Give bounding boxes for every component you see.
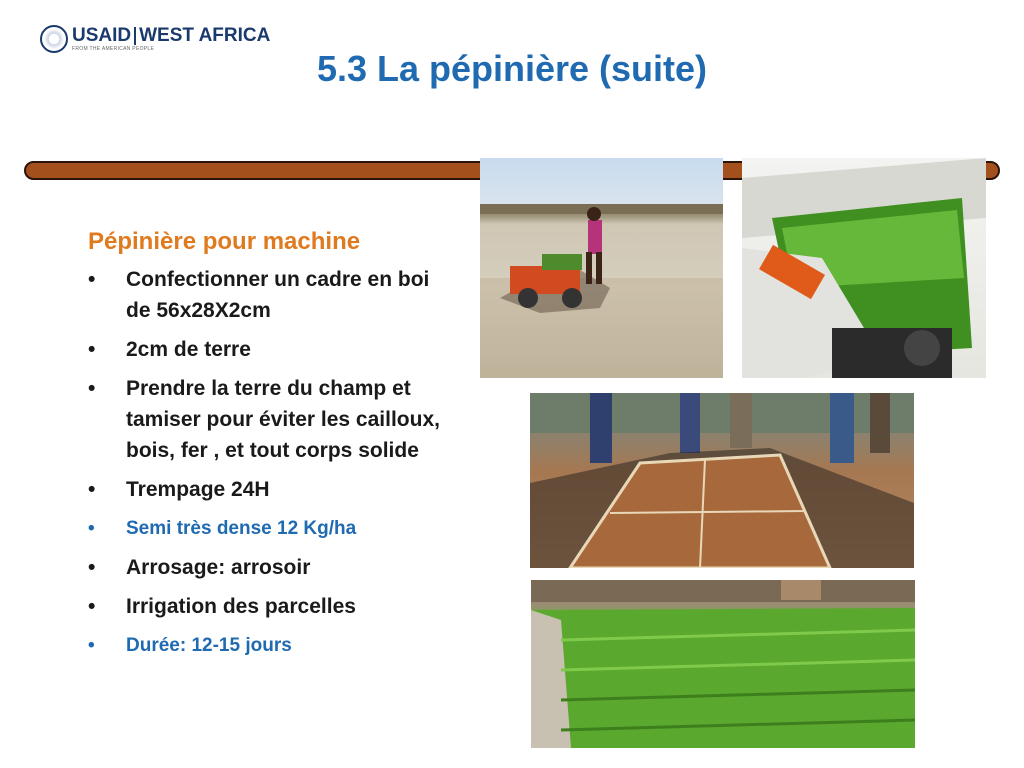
photo-seedling-tray-machine bbox=[742, 158, 986, 378]
bullet-item bbox=[88, 513, 508, 544]
bullet-text-line: Durée: 12-15 jours bbox=[126, 635, 292, 656]
bullet-dot-icon: • bbox=[88, 338, 96, 361]
bullet-text-line: Prendre la terre du champ et bbox=[126, 377, 411, 400]
bullet-dot-icon: • bbox=[88, 268, 96, 291]
bullet-item bbox=[88, 552, 508, 583]
bullet-text-line: de 56x28X2cm bbox=[126, 299, 271, 322]
bullet-list bbox=[88, 264, 508, 661]
bullet-item bbox=[88, 474, 508, 505]
bullet-text-line: tamiser pour éviter les cailloux, bbox=[126, 408, 440, 431]
bullet-dot-icon: • bbox=[88, 518, 95, 539]
bullet-text-line: Confectionner un cadre en boi bbox=[126, 268, 430, 291]
bullet-text-line: bois, fer , et tout corps solide bbox=[126, 439, 419, 462]
bullet-dot-icon: • bbox=[88, 635, 95, 656]
photo-transplanter-field bbox=[480, 158, 723, 378]
bullet-item bbox=[88, 334, 508, 365]
bullet-item bbox=[88, 373, 508, 466]
bullet-text-line: 2cm de terre bbox=[126, 338, 251, 361]
bullet-item bbox=[88, 591, 508, 622]
bullet-text-line: Irrigation des parcelles bbox=[126, 595, 356, 618]
bullet-dot-icon: • bbox=[88, 377, 96, 400]
bullet-dot-icon: • bbox=[88, 556, 96, 579]
logo-divider bbox=[134, 27, 136, 45]
section-subtitle: Pépinière pour machine bbox=[88, 228, 361, 255]
photo-green-nursery bbox=[531, 580, 915, 748]
bullet-text-line: Trempage 24H bbox=[126, 478, 270, 501]
photo-seedbed-frames bbox=[530, 393, 914, 568]
bullet-dot-icon: • bbox=[88, 478, 96, 501]
logo-brand: USAID bbox=[72, 25, 132, 46]
slide-content bbox=[88, 228, 508, 669]
bullet-text-line: Semi très dense 12 Kg/ha bbox=[126, 518, 357, 539]
logo-tagline: FROM THE AMERICAN PEOPLE bbox=[72, 46, 155, 52]
bullet-item bbox=[88, 630, 508, 661]
bullet-item bbox=[88, 264, 508, 326]
bullet-dot-icon: • bbox=[88, 595, 96, 618]
logo-region: WEST AFRICA bbox=[139, 25, 271, 46]
bullet-text-line: Arrosage: arrosoir bbox=[126, 556, 311, 579]
slide-title: 5.3 La pépinière (suite) bbox=[316, 48, 708, 89]
